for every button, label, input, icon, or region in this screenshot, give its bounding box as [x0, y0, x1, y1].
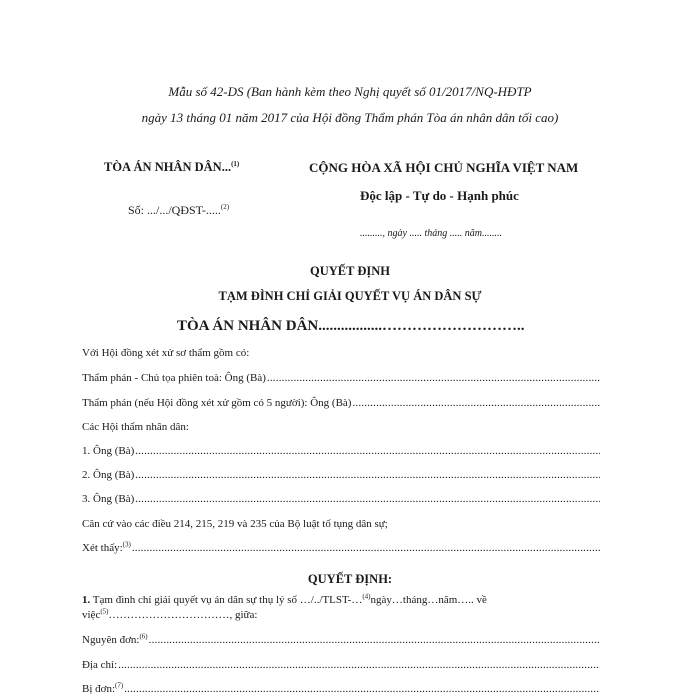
fill-in-dots — [149, 634, 600, 646]
assessors-intro: Các Hội thẩm nhân dân: — [82, 421, 189, 433]
panel-intro: Với Hội đồng xét xử sơ thẩm gồm có: — [82, 347, 250, 359]
judge-presiding-label: Thẩm phán - Chủ tọa phiên toà: Ông (Bà) — [82, 372, 266, 384]
defendant-label: Bị đơn:$^{(7)}$ — [82, 681, 124, 695]
legal-basis: Căn cứ vào các điều 214, 215, 219 và 235 của Bộ luật tố tụng dân sự; — [82, 518, 388, 530]
assessor-1-label: 1. Ông (Bà) — [82, 445, 135, 457]
fill-in-dots — [135, 469, 600, 481]
assessor-2-line — [82, 469, 600, 481]
fill-in-dots — [118, 659, 600, 671]
date-line: ........., ngày ..... tháng ..... năm........ — [360, 228, 502, 239]
fill-in-dots — [135, 493, 600, 505]
judge-second-label: Thẩm phán (nếu Hội đồng xét xử gồm có 5 người): Ông (Bà) — [82, 397, 352, 409]
fill-in-dots — [267, 372, 600, 384]
fill-in-dots — [352, 397, 600, 409]
plaintiff-line — [82, 634, 600, 646]
fill-in-dots — [132, 542, 600, 554]
national-motto: Độc lập - Tự do - Hạnh phúc — [360, 188, 519, 203]
defendant-line — [82, 683, 600, 695]
assessor-3-line — [82, 493, 600, 505]
fill-in-dots — [135, 445, 600, 457]
form-header-line2: ngày 13 tháng 01 năm 2017 của Hội đồng Thẩm phán Tòa án nhân dân tối cao) — [141, 110, 559, 125]
fill-in-dots — [124, 683, 600, 695]
considering-label: Xét thấy:$^{(3)}$ — [82, 540, 131, 554]
decision-heading: QUYẾT ĐỊNH: — [307, 572, 393, 586]
document-title: QUYẾT ĐỊNH — [310, 264, 390, 278]
address-label: Địa chỉ: — [82, 659, 118, 671]
assessor-3-label: 3. Ông (Bà) — [82, 493, 135, 505]
national-title: CỘNG HÒA XÃ HỘI CHỦ NGHĨA VIỆT NAM — [309, 160, 579, 175]
judge-second-line — [82, 397, 600, 409]
plaintiff-label: Nguyên đơn:$^{(6)}$ — [82, 632, 148, 646]
considering-line — [82, 542, 600, 554]
form-header-line1: Mẫu số 42-DS (Ban hành kèm theo Nghị quyết số 01/2017/NQ-HĐTP — [168, 84, 532, 99]
assessor-1-line — [82, 445, 600, 457]
court-name-header: TÒA ÁN NHÂN DÂN...$^{(1)}$ — [104, 159, 240, 174]
decision-item-1: 1. Tạm đình chỉ giải quyết vụ án dân sự thụ lý số …/../TLST-…$^{(4)}$ngày…tháng…năm….. về — [82, 592, 487, 606]
document-subject: TẠM ĐÌNH CHỈ GIẢI QUYẾT VỤ ÁN DÂN SỰ — [218, 289, 482, 303]
decision-item-1-cont: việc$^{(5)}$……………………………, giữa: — [82, 607, 258, 621]
decision-number: Số: .../.../QĐST-.....$^{(2)}$ — [128, 203, 230, 217]
court-full-name: TÒA ÁN NHÂN DÂN.................……………………….. — [177, 318, 525, 334]
judge-presiding-line — [82, 372, 600, 384]
address-line — [82, 659, 600, 671]
assessor-2-label: 2. Ông (Bà) — [82, 469, 135, 481]
